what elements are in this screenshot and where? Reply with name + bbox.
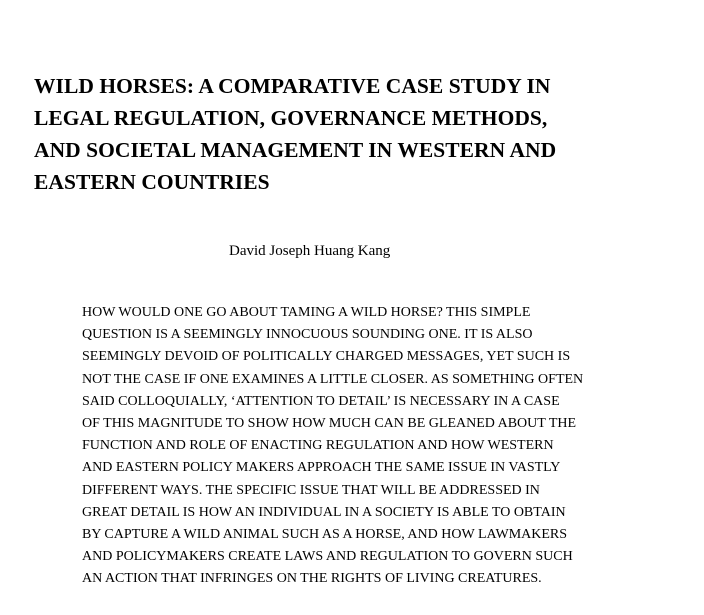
author-name: David Joseph Huang Kang — [229, 243, 391, 259]
abstract-line: AN ACTION THAT INFRINGES ON THE RIGHTS OF LIVING CREATURES. — [82, 571, 542, 587]
abstract-text — [82, 302, 682, 591]
title-line: EASTERN COUNTRIES — [34, 170, 270, 194]
title-line: WILD HORSES: A COMPARATIVE CASE STUDY IN — [34, 74, 551, 98]
abstract-line: QUESTION IS A SEEMINGLY INNOCUOUS SOUNDING ONE. IT IS ALSO — [82, 327, 533, 343]
abstract-line: GREAT DETAIL IS HOW AN INDIVIDUAL IN A SOCIETY IS ABLE TO OBTAIN — [82, 504, 566, 520]
abstract-line: NOT THE CASE IF ONE EXAMINES A LITTLE CLOSER. AS SOMETHING OFTEN — [82, 371, 584, 387]
paper-title — [34, 70, 674, 198]
abstract-line: DIFFERENT WAYS. THE SPECIFIC ISSUE THAT WILL BE ADDRESSED IN — [82, 482, 540, 498]
abstract-line: FUNCTION AND ROLE OF ENACTING REGULATION AND HOW WESTERN — [82, 438, 554, 454]
title-line: AND SOCIETAL MANAGEMENT IN WESTERN AND — [34, 138, 557, 162]
abstract-line: SAID COLLOQUIALLY, ‘ATTENTION TO DETAIL’ IS NECESSARY IN A CASE — [82, 393, 560, 409]
abstract-line: AND EASTERN POLICY MAKERS APPROACH THE SAME ISSUE IN VASTLY — [82, 460, 561, 476]
abstract-line: AND POLICYMAKERS CREATE LAWS AND REGULATION TO GOVERN SUCH — [82, 549, 573, 565]
abstract-line: SEEMINGLY DEVOID OF POLITICALLY CHARGED MESSAGES, YET SUCH IS — [82, 349, 571, 365]
abstract-line: OF THIS MAGNITUDE TO SHOW HOW MUCH CAN BE GLEANED ABOUT THE — [82, 416, 577, 432]
title-line: LEGAL REGULATION, GOVERNANCE METHODS, — [34, 106, 548, 130]
abstract-line: HOW WOULD ONE GO ABOUT TAMING A WILD HORSE? THIS SIMPLE — [82, 305, 531, 320]
abstract-line: BY CAPTURE A WILD ANIMAL SUCH AS A HORSE, AND HOW LAWMAKERS — [82, 527, 568, 543]
